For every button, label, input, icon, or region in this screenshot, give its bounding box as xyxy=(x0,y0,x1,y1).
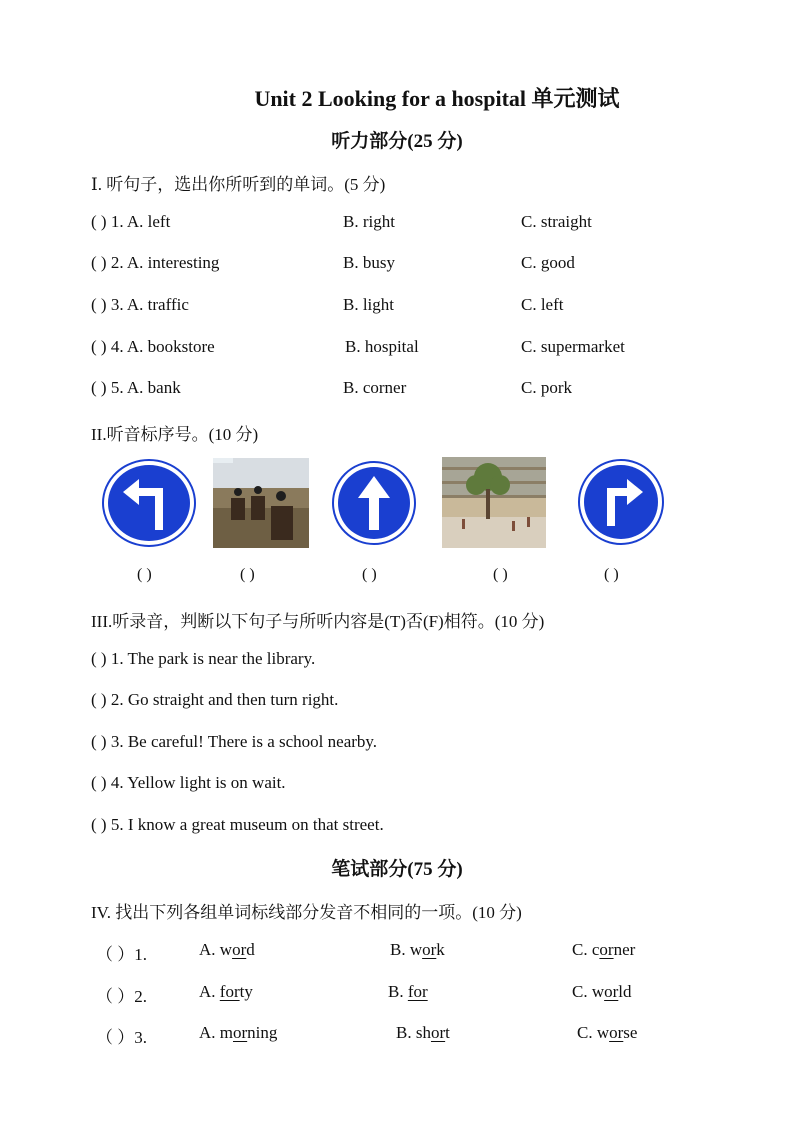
answer-blank: ( ) xyxy=(604,566,619,583)
option-b: B. corner xyxy=(343,378,407,397)
option-b: B. short xyxy=(396,1023,450,1042)
option-a: A. word xyxy=(199,940,255,959)
list-item: ( ) 4. Yellow light is on wait. xyxy=(91,773,286,792)
option-a: A. morning xyxy=(199,1023,278,1042)
turn-left-sign-icon xyxy=(101,458,197,548)
question-stem: ( ) 4. A. bookstore xyxy=(91,337,215,356)
section3-heading: III.听录音，判断以下句子与所听内容是(T)否(F)相符。(10 分) xyxy=(91,612,545,631)
option-c: C. left xyxy=(521,295,564,314)
picture-row xyxy=(0,455,794,555)
section1-heading: Ⅰ. 听句子，选出你所听到的单词。(5 分) xyxy=(91,175,386,194)
option-b: B. light xyxy=(343,295,395,314)
list-item xyxy=(91,982,731,1006)
list-item: ( ) 1. The park is near the library. xyxy=(91,649,316,668)
answer-blank: ( ) xyxy=(493,566,508,583)
option-a: A. forty xyxy=(199,982,253,1001)
option-b: B. right xyxy=(343,212,395,231)
question-stem: （ ）3. xyxy=(96,1028,147,1047)
option-c: C. good xyxy=(521,253,575,272)
option-c: C. corner xyxy=(572,940,636,959)
answer-blank: ( ) xyxy=(362,566,377,583)
question-stem: ( ) 1. A. left xyxy=(91,212,171,231)
list-item: ( ) 3. Be careful! There is a school nearby. xyxy=(91,732,378,751)
option-c: C. worse xyxy=(577,1023,638,1042)
section2-heading: II.听音标序号。(10 分) xyxy=(91,425,259,444)
option-c: C. supermarket xyxy=(521,337,625,356)
go-straight-sign-icon xyxy=(331,460,417,546)
list-item xyxy=(91,212,731,236)
list-item xyxy=(91,295,731,319)
question-stem: ( ) 2. A. interesting xyxy=(91,253,220,272)
listening-header: 听力部分(25 分) xyxy=(331,131,463,152)
option-b: B. hospital xyxy=(345,337,419,356)
shopping-mall-photo-icon xyxy=(442,457,546,548)
question-stem: ( ) 5. A. bank xyxy=(91,378,181,397)
option-c: C. straight xyxy=(521,212,592,231)
horse-riding-photo-icon xyxy=(213,458,309,548)
option-b: B. busy xyxy=(343,253,395,272)
option-b: B. work xyxy=(390,940,445,959)
list-item: ( ) 5. I know a great museum on that street. xyxy=(91,815,384,834)
answer-blank: ( ) xyxy=(240,566,255,583)
option-c: C. world xyxy=(572,982,632,1001)
list-item: ( ) 2. Go straight and then turn right. xyxy=(91,690,339,709)
list-item xyxy=(91,378,731,402)
list-item xyxy=(91,337,731,361)
list-item xyxy=(91,1023,731,1047)
turn-right-sign-icon xyxy=(577,458,665,546)
question-stem: （ ）2. xyxy=(96,987,147,1006)
written-header: 笔试部分(75 分) xyxy=(331,859,463,880)
answer-blank: ( ) xyxy=(137,566,152,583)
option-b: B. for xyxy=(388,982,428,1001)
section4-heading: IV. 找出下列各组单词标线部分发音不相同的一项。(10 分) xyxy=(91,903,522,922)
list-item xyxy=(91,940,731,964)
option-c: C. pork xyxy=(521,378,572,397)
page-title: Unit 2 Looking for a hospital 单元测试 xyxy=(254,86,620,111)
question-stem: ( ) 3. A. traffic xyxy=(91,295,189,314)
list-item xyxy=(91,253,731,277)
question-stem: （ ）1. xyxy=(96,945,147,964)
